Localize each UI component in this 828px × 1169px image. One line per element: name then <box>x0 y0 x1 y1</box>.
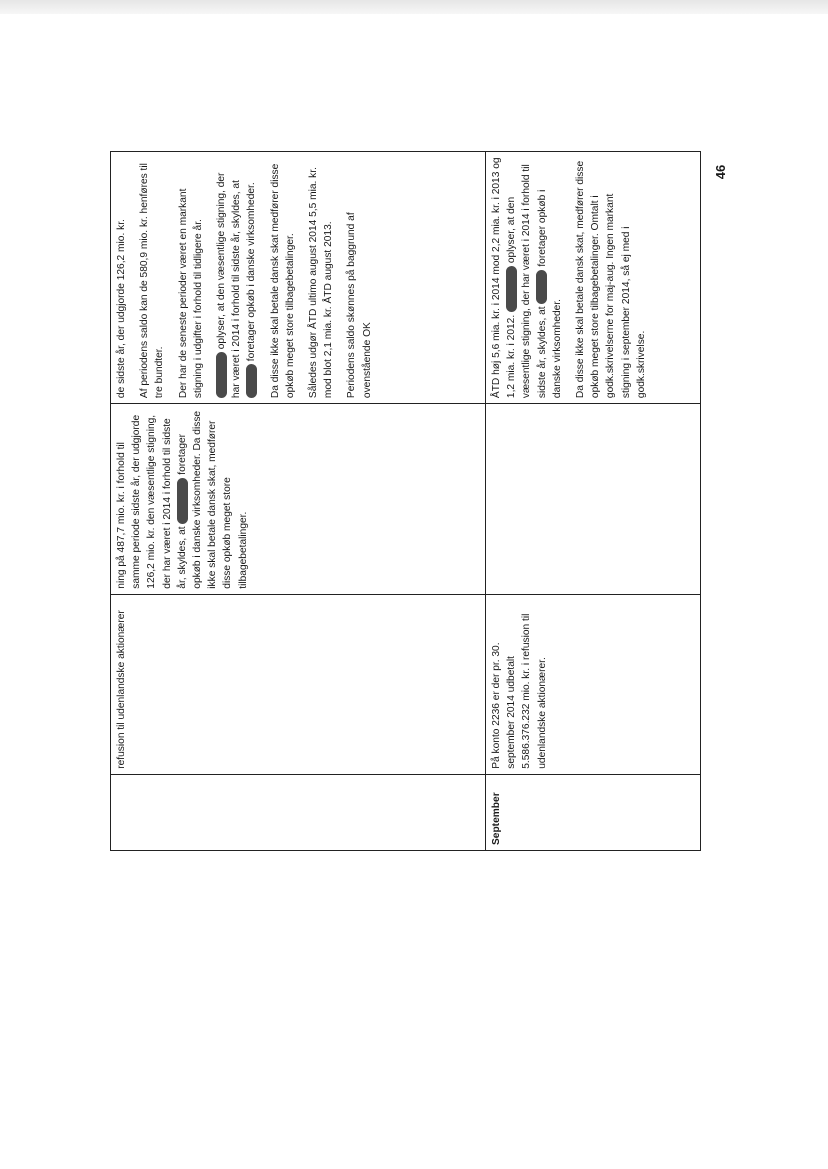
text-fragment: oplyser, at den væsentlige stigning, der har været i 2014 i forhold til sidste år, skyldes, at <box>506 164 548 399</box>
text-fragment: Periodens saldo skønnes på baggrund af ovenstående OK <box>346 212 373 399</box>
comment-paragraph <box>573 157 649 398</box>
text-fragment: ÅTD høj 5,6 mia. kr. i 2014 mod 2,2 mia. kr. i 2013 og 1,2 mia. kr. i 2012. <box>491 157 518 399</box>
comment-paragraph <box>344 157 374 398</box>
redaction-mark <box>246 364 257 398</box>
month-cell <box>111 774 486 850</box>
comment-paragraph <box>306 157 336 398</box>
text-fragment: oplyser, at den væsentlige stigning, der har været i 2014 i forhold til sidste år, skyldes, at <box>216 172 243 399</box>
text-fragment: foretager opkøb i danske virksomheder. <box>246 182 258 362</box>
comment-paragraph <box>489 157 565 398</box>
comment-paragraph <box>268 157 298 398</box>
redaction-mark <box>536 270 547 304</box>
text-fragment: de sidste år, der udgjorde 126,2 mio. kr. <box>116 219 127 399</box>
page-number: 46 <box>712 164 728 180</box>
previous-paragraph <box>114 409 251 589</box>
comments-cell <box>486 152 701 404</box>
previous-period-cell <box>111 404 486 595</box>
comment-paragraph <box>214 157 260 398</box>
text-fragment: foretager opkøb i danske virksomheder. Da disse ikke skal betale dansk skat, medfører disse opkøb meget store tilbagebetalinger. <box>176 410 249 589</box>
redaction-mark <box>216 352 227 398</box>
redaction-mark <box>506 266 517 312</box>
scan-top-band <box>0 0 828 14</box>
description-cell: refusion til udenlandske aktionærer <box>111 594 486 774</box>
text-fragment: foretager opkøb i danske virksomheder. <box>536 189 563 399</box>
month-cell: September <box>486 774 701 850</box>
comment-paragraph <box>137 157 167 398</box>
description-cell: På konto 2236 er der pr. 30. september 2014 udbetalt 5.586.376.232 mio. kr. i refusion til udenlandske aktionærer. <box>486 594 701 774</box>
rotated-table-container <box>110 151 700 851</box>
text-fragment: ning på 487,7 mio. kr. i forhold til samme periode sidste år, der udgjorde 126,2 mio. kr. den væsentlige stigning, der har været i 2014 i forhold til sidste år, skyldes, at <box>116 414 188 589</box>
comment-paragraph <box>176 157 206 398</box>
redaction-mark <box>177 478 188 524</box>
audit-table <box>110 151 701 851</box>
text-fragment: Således udgør ÅTD ultimo august 2014 5,5 mia. kr. mod blot 2,1 mia. kr. ÅTD august 2013. <box>308 167 335 399</box>
comment-paragraph <box>114 157 129 398</box>
text-fragment: Da disse ikke skal betale dansk skat, medfører disse opkøb meget store tilbagebetalinger. Omtalt i godk.skrivelserne for maj-aug. Ingen markant stigning i september 2014, så ej med i godk.skrivelse. <box>575 160 647 399</box>
table-row <box>111 152 486 851</box>
table-row <box>486 152 701 851</box>
text-fragment: Der har de seneste perioder været en markant stigning i udgifter i forhold til tidligere år. <box>177 188 204 399</box>
text-fragment: Da disse ikke skal betale dansk skat medfører disse opkøb meget store tilbagebetalinger. <box>269 163 296 399</box>
previous-period-cell <box>486 404 701 595</box>
text-fragment: Af periodens saldo kan de 580,9 mio. kr. henføres til tre bundter. <box>139 163 166 399</box>
comments-cell <box>111 152 486 404</box>
